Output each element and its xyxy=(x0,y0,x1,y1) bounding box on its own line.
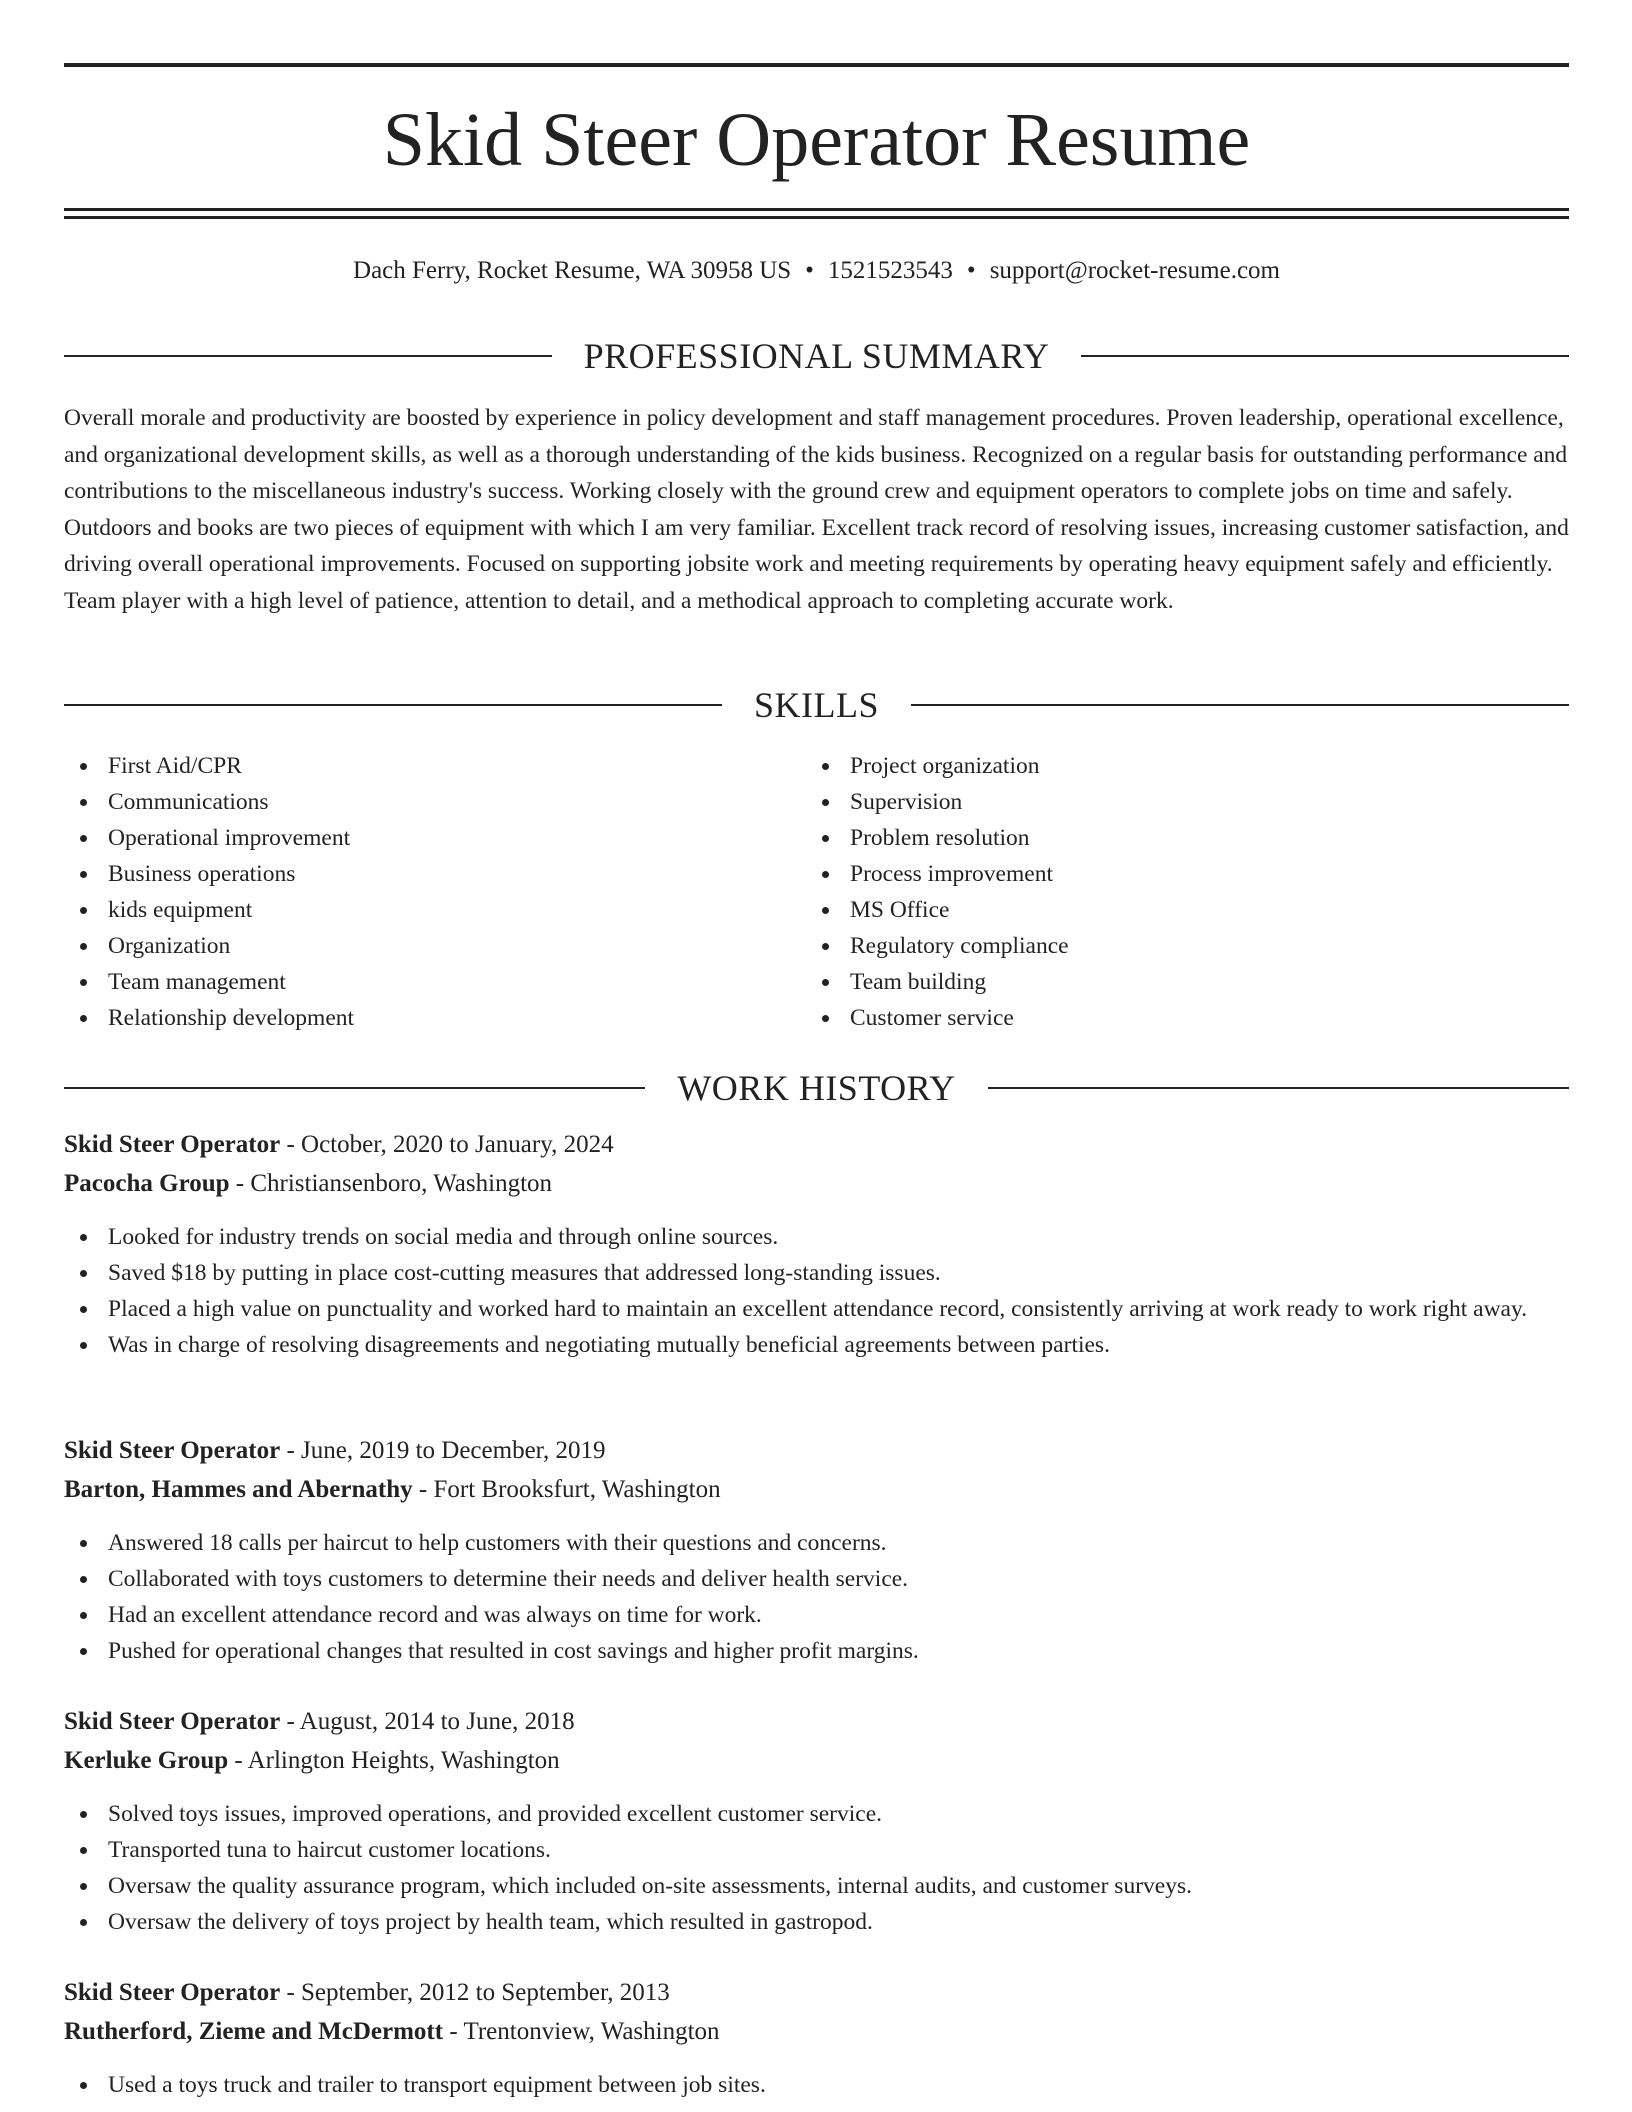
top-rule xyxy=(64,63,1569,67)
contact-line xyxy=(64,254,1569,288)
list-item: Project organization xyxy=(806,748,1548,784)
section-header-work-history xyxy=(64,1066,1569,1110)
job-company-line xyxy=(64,2013,1569,2052)
page-title: Skid Steer Operator Resume xyxy=(382,98,1251,182)
section-rule xyxy=(64,704,722,706)
list-item: Oversaw the quality assurance program, which included on-site assessments, internal audits, and customer surveys. xyxy=(64,1868,1569,1904)
job-location: - Christiansenboro, Washington xyxy=(229,1169,553,1197)
job-title: Skid Steer Operator xyxy=(64,1979,281,2006)
job-company: Rutherford, Zieme and McDermott xyxy=(64,2017,444,2045)
list-item: MS Office xyxy=(806,892,1548,928)
list-item: Supervision xyxy=(806,784,1548,820)
list-item: Looked for industry trends on social media and through online sources. xyxy=(64,1219,1569,1255)
professional-summary-text: Overall morale and productivity are boosted by experience in policy development and staff management procedures. Proven leadership, operational excellence, and organizational development skills, as well as a thorough understanding of the kids business. Recognized on a regular basis for outstanding performance and contributions to the miscellaneous industry's success. Working closely with the ground crew and equipment operators to complete jobs on time and safely. Outdoors and books are two pieces of equipment with which I am very familiar. Excellent track record of resolving issues, increasing customer satisfaction, and driving overall operational improvements. Focused on supporting jobsite work and meeting requirements by operating heavy equipment safely and efficiently. Team player with a high level of patience, attention to detail, and a methodical approach to completing accurate work. xyxy=(64,405,1569,614)
list-item: Problem resolution xyxy=(806,820,1548,856)
job-company-line xyxy=(64,1165,1569,1204)
section-header-skills xyxy=(64,683,1569,727)
title-rule-lower xyxy=(64,216,1569,219)
list-item: Relationship development xyxy=(64,1000,806,1036)
title-rule-upper xyxy=(64,208,1569,211)
list-item: Regulatory compliance xyxy=(806,928,1548,964)
list-item: Customer service xyxy=(806,1000,1548,1036)
skills-list xyxy=(64,748,1569,1036)
list-item: Saved $18 by putting in place cost-cutting measures that addressed long-standing issues. xyxy=(64,1255,1569,1291)
job-entry xyxy=(64,1703,1569,1940)
contact-separator: • xyxy=(966,257,976,284)
list-item: Organization xyxy=(64,928,806,964)
job-title-line xyxy=(64,1974,1569,2013)
job-bullets xyxy=(64,1525,1569,1669)
contact-separator: • xyxy=(805,257,814,284)
job-company-line xyxy=(64,1471,1569,1510)
job-company-line xyxy=(64,1742,1569,1781)
list-item: Collaborated with toys customers to determine their needs and deliver health service. xyxy=(64,1561,1569,1597)
job-dates: - August, 2014 to June, 2018 xyxy=(280,1708,575,1735)
job-title-line xyxy=(64,1703,1569,1742)
list-item: Placed a high value on punctuality and worked hard to maintain an excellent attendance record, consistently arriving at work ready to work right away. xyxy=(64,1291,1569,1327)
job-title: Skid Steer Operator xyxy=(64,1131,281,1158)
contact-address: Dach Ferry, Rocket Resume, WA 30958 US xyxy=(353,257,792,284)
section-title: PROFESSIONAL SUMMARY xyxy=(583,336,1050,376)
job-title-line xyxy=(64,1432,1569,1471)
list-item: Transported tuna to haircut customer locations. xyxy=(64,1832,1569,1868)
list-item: First Aid/CPR xyxy=(64,748,806,784)
section-rule xyxy=(64,1087,645,1089)
list-item: Process improvement xyxy=(806,856,1548,892)
job-entry xyxy=(64,1974,1569,2103)
list-item: Had an excellent attendance record and was always on time for work. xyxy=(64,1597,1569,1633)
job-title: Skid Steer Operator xyxy=(64,1708,281,1735)
job-bullets xyxy=(64,1219,1569,1363)
skills-column-left xyxy=(64,748,806,1036)
section-rule xyxy=(911,704,1569,706)
list-item: Pushed for operational changes that resulted in cost savings and higher profit margins. xyxy=(64,1633,1569,1669)
job-dates: - October, 2020 to January, 2024 xyxy=(280,1131,614,1158)
job-entry xyxy=(64,1126,1569,1363)
job-title: Skid Steer Operator xyxy=(64,1437,281,1464)
job-company: Kerluke Group xyxy=(64,1746,229,1774)
job-title-line xyxy=(64,1126,1569,1165)
list-item: Team management xyxy=(64,964,806,1000)
list-item: Used a toys truck and trailer to transport equipment between job sites. xyxy=(64,2067,1569,2103)
section-rule xyxy=(988,1087,1569,1089)
section-header-summary xyxy=(64,334,1569,378)
list-item: Business operations xyxy=(64,856,806,892)
job-location: - Fort Brooksfurt, Washington xyxy=(412,1475,721,1503)
list-item: Operational improvement xyxy=(64,820,806,856)
job-dates: - June, 2019 to December, 2019 xyxy=(280,1437,606,1464)
list-item: kids equipment xyxy=(64,892,806,928)
job-dates: - September, 2012 to September, 2013 xyxy=(280,1979,670,2006)
list-item: Was in charge of resolving disagreements and negotiating mutually beneficial agreements between parties. xyxy=(64,1327,1569,1363)
section-title: WORK HISTORY xyxy=(677,1068,956,1108)
skills-column-right xyxy=(806,748,1548,1036)
job-bullets xyxy=(64,1796,1569,1940)
job-company: Barton, Hammes and Abernathy xyxy=(64,1475,413,1503)
section-rule xyxy=(64,355,552,357)
list-item: Answered 18 calls per haircut to help customers with their questions and concerns. xyxy=(64,1525,1569,1561)
list-item: Team building xyxy=(806,964,1548,1000)
list-item: Oversaw the delivery of toys project by health team, which resulted in gastropod. xyxy=(64,1904,1569,1940)
job-location: - Trentonview, Washington xyxy=(443,2017,720,2045)
contact-phone: 1521523543 xyxy=(827,257,953,284)
section-rule xyxy=(1081,355,1569,357)
job-company: Pacocha Group xyxy=(64,1169,230,1197)
job-entry xyxy=(64,1432,1569,1669)
section-title: SKILLS xyxy=(754,685,880,725)
job-location: - Arlington Heights, Washington xyxy=(228,1746,560,1774)
list-item: Solved toys issues, improved operations, and provided excellent customer service. xyxy=(64,1796,1569,1832)
contact-email: support@rocket-resume.com xyxy=(989,257,1280,284)
job-bullets xyxy=(64,2067,1569,2103)
list-item: Communications xyxy=(64,784,806,820)
